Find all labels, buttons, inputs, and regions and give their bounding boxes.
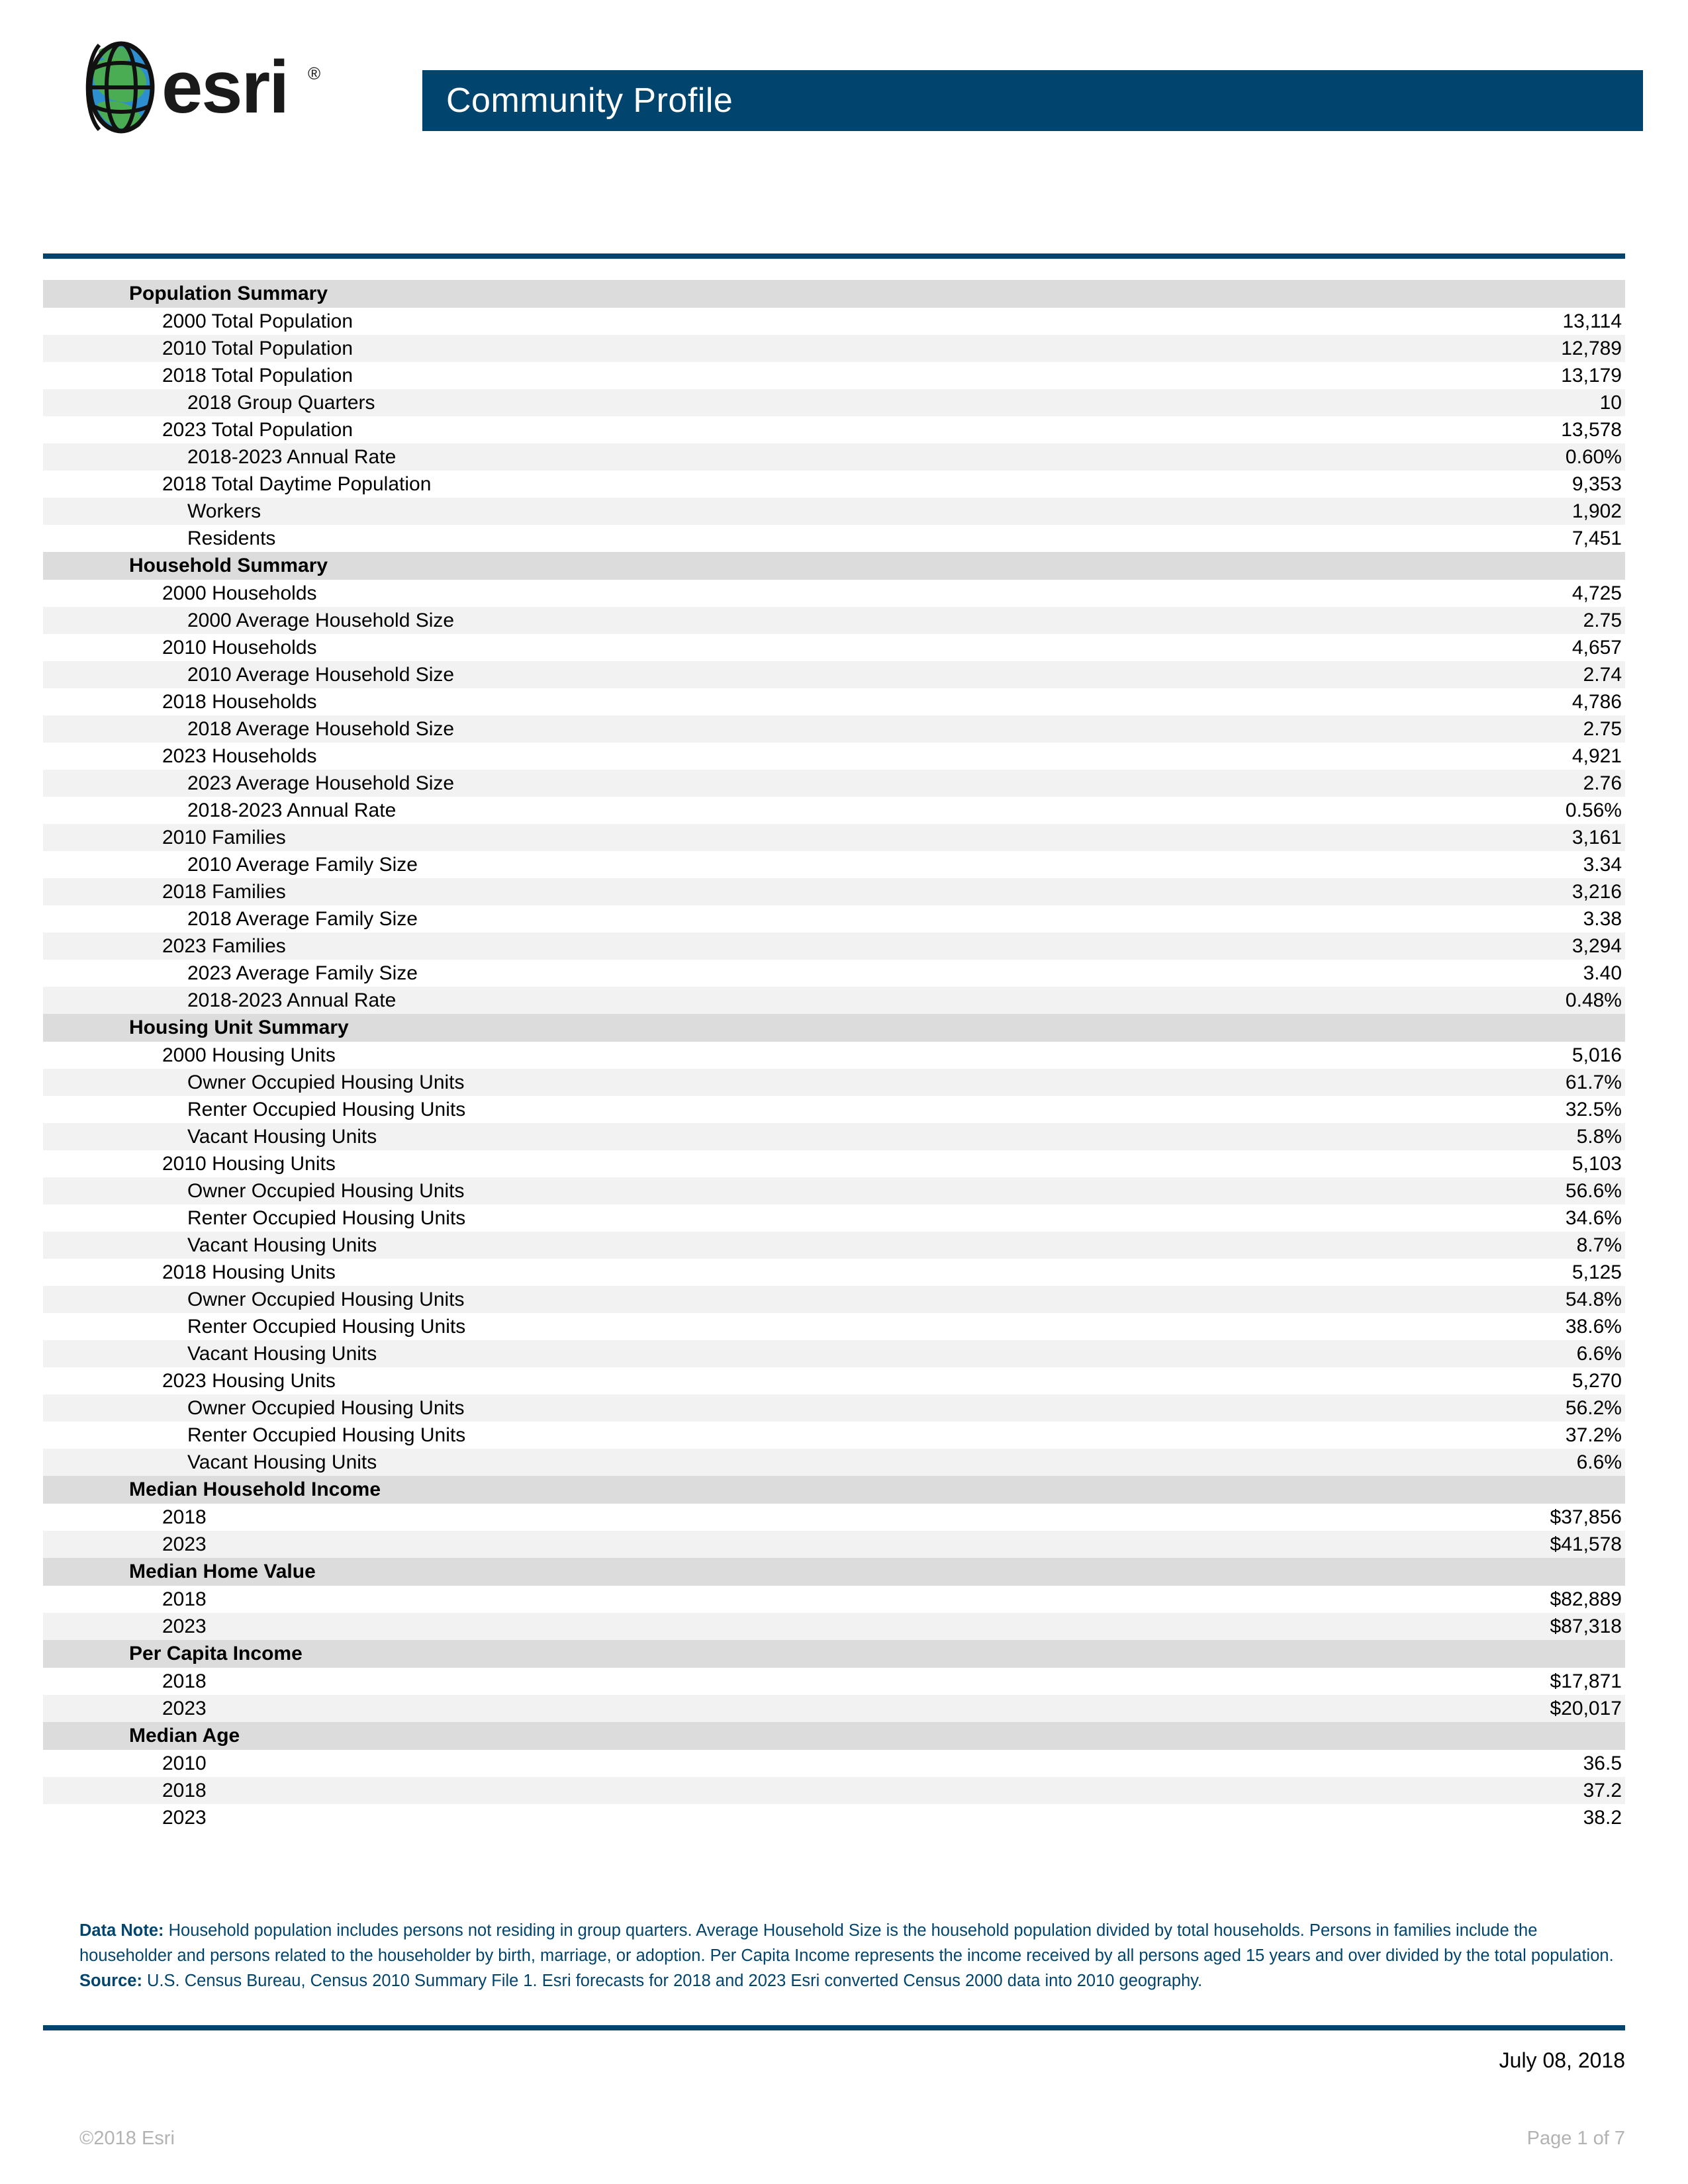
row-value: 38.2 xyxy=(1583,1806,1622,1829)
row-label: Renter Occupied Housing Units xyxy=(187,1424,466,1446)
row-value: 1,902 xyxy=(1571,500,1622,522)
row-label: Owner Occupied Housing Units xyxy=(187,1396,465,1419)
row-value: $41,578 xyxy=(1550,1533,1622,1555)
row-value: 3,216 xyxy=(1571,880,1622,903)
table-row xyxy=(43,1340,1625,1367)
row-value: 2.76 xyxy=(1583,772,1622,794)
row-value: $20,017 xyxy=(1550,1697,1622,1719)
row-label: Renter Occupied Housing Units xyxy=(187,1315,466,1338)
row-label: Renter Occupied Housing Units xyxy=(187,1098,466,1120)
table-row xyxy=(43,1777,1625,1804)
section-header xyxy=(43,1014,1625,1042)
table-row xyxy=(43,1695,1625,1722)
row-value: 5,103 xyxy=(1571,1152,1622,1175)
row-value: 12,789 xyxy=(1561,337,1622,359)
table-row xyxy=(43,1750,1625,1777)
row-value: 3.38 xyxy=(1583,907,1622,930)
table-row xyxy=(43,1449,1625,1476)
row-value: 13,179 xyxy=(1561,364,1622,387)
row-label: 2018 Total Population xyxy=(162,364,353,387)
row-label: 2000 Households xyxy=(162,582,317,604)
row-label: 2023 xyxy=(162,1697,207,1719)
row-value: 5,016 xyxy=(1571,1044,1622,1066)
row-value: 4,657 xyxy=(1571,636,1622,659)
row-label: 2018-2023 Annual Rate xyxy=(187,445,397,468)
row-value: $82,889 xyxy=(1550,1588,1622,1610)
table-row xyxy=(43,1422,1625,1449)
row-value: 38.6% xyxy=(1565,1315,1622,1338)
table-row xyxy=(43,824,1625,851)
row-label: 2018 Total Daytime Population xyxy=(162,473,432,495)
row-value: 0.56% xyxy=(1565,799,1622,821)
source-label: Source: xyxy=(79,1972,142,1990)
row-label: Owner Occupied Housing Units xyxy=(187,1288,465,1310)
table-row xyxy=(43,335,1625,362)
row-value: 4,921 xyxy=(1571,745,1622,767)
row-label: 2023 Families xyxy=(162,934,286,957)
row-value: 37.2 xyxy=(1583,1779,1622,1801)
row-value: 2.75 xyxy=(1583,609,1622,631)
row-label: 2023 xyxy=(162,1806,207,1829)
section-header xyxy=(43,1476,1625,1504)
section-title: Median Household Income xyxy=(129,1479,381,1500)
row-label: 2010 Housing Units xyxy=(162,1152,336,1175)
report-title-banner xyxy=(422,70,1643,131)
table-row xyxy=(43,416,1625,443)
row-label: Vacant Housing Units xyxy=(187,1451,377,1473)
row-value: 3.40 xyxy=(1583,962,1622,984)
row-value: 6.6% xyxy=(1576,1451,1622,1473)
row-label: 2000 Average Household Size xyxy=(187,609,455,631)
row-value: 4,786 xyxy=(1571,690,1622,713)
table-row xyxy=(43,525,1625,552)
table-row xyxy=(43,1531,1625,1558)
row-label: Vacant Housing Units xyxy=(187,1234,377,1256)
report-title: Community Profile xyxy=(446,81,733,120)
copyright-text: ©2018 Esri xyxy=(79,2128,175,2149)
row-label: 2000 Total Population xyxy=(162,310,353,332)
table-row xyxy=(43,1504,1625,1531)
table-row xyxy=(43,1177,1625,1205)
section-header xyxy=(43,1722,1625,1750)
section-header xyxy=(43,552,1625,580)
row-value: 3,294 xyxy=(1571,934,1622,957)
row-label: 2018 xyxy=(162,1588,207,1610)
row-label: 2010 Average Household Size xyxy=(187,663,455,686)
table-row xyxy=(43,987,1625,1014)
row-label: 2023 Households xyxy=(162,745,317,767)
esri-wordmark xyxy=(162,46,320,128)
table-row xyxy=(43,715,1625,743)
row-label: Renter Occupied Housing Units xyxy=(187,1206,466,1229)
row-value: 54.8% xyxy=(1565,1288,1622,1310)
section-title: Per Capita Income xyxy=(129,1643,303,1664)
row-value: 3.34 xyxy=(1583,853,1622,876)
row-label: Owner Occupied Housing Units xyxy=(187,1071,465,1093)
table-row xyxy=(43,743,1625,770)
table-row xyxy=(43,688,1625,715)
table-row xyxy=(43,661,1625,688)
footer-divider-rule xyxy=(43,2025,1625,2030)
table-row xyxy=(43,1804,1625,1831)
row-label: Vacant Housing Units xyxy=(187,1125,377,1148)
table-row xyxy=(43,1394,1625,1422)
table-row xyxy=(43,1042,1625,1069)
row-label: 2018 xyxy=(162,1506,207,1528)
table-row xyxy=(43,1313,1625,1340)
row-label: Owner Occupied Housing Units xyxy=(187,1179,465,1202)
table-row xyxy=(43,1586,1625,1613)
row-label: Workers xyxy=(187,500,261,522)
row-label: 2010 Average Family Size xyxy=(187,853,418,876)
table-row xyxy=(43,878,1625,905)
header-divider-rule xyxy=(43,253,1625,259)
row-label: 2023 Total Population xyxy=(162,418,353,441)
esri-logo xyxy=(79,34,397,140)
row-label: Residents xyxy=(187,527,276,549)
table-row xyxy=(43,1069,1625,1096)
table-row xyxy=(43,1232,1625,1259)
row-label: 2018 Group Quarters xyxy=(187,391,375,414)
svg-text:esri: esri xyxy=(162,46,289,128)
row-value: 13,578 xyxy=(1561,418,1622,441)
row-value: 4,725 xyxy=(1571,582,1622,604)
section-title: Household Summary xyxy=(129,555,328,576)
row-value: 36.5 xyxy=(1583,1752,1622,1774)
row-label: 2010 Households xyxy=(162,636,317,659)
row-value: 3,161 xyxy=(1571,826,1622,848)
row-value: 0.48% xyxy=(1565,989,1622,1011)
row-value: 6.6% xyxy=(1576,1342,1622,1365)
row-label: 2023 Average Family Size xyxy=(187,962,418,984)
section-header xyxy=(43,280,1625,308)
page-header xyxy=(0,0,1688,199)
row-label: 2018-2023 Annual Rate xyxy=(187,799,397,821)
report-date: July 08, 2018 xyxy=(1499,2048,1625,2072)
row-label: 2010 Total Population xyxy=(162,337,353,359)
row-value: $37,856 xyxy=(1550,1506,1622,1528)
row-value: 56.6% xyxy=(1565,1179,1622,1202)
section-title: Housing Unit Summary xyxy=(129,1017,349,1038)
row-value: 13,114 xyxy=(1562,310,1622,332)
page-footer xyxy=(0,2128,1688,2161)
globe-icon xyxy=(88,44,152,131)
table-row xyxy=(43,308,1625,335)
row-value: 34.6% xyxy=(1565,1206,1622,1229)
table-row xyxy=(43,1259,1625,1286)
table-row xyxy=(43,851,1625,878)
row-label: Vacant Housing Units xyxy=(187,1342,377,1365)
section-header xyxy=(43,1640,1625,1668)
row-label: 2018 xyxy=(162,1779,207,1801)
table-row xyxy=(43,362,1625,389)
row-label: 2018 Average Family Size xyxy=(187,907,418,930)
section-title: Population Summary xyxy=(129,283,328,304)
table-row xyxy=(43,1096,1625,1123)
row-label: 2023 xyxy=(162,1615,207,1637)
row-label: 2010 xyxy=(162,1752,207,1774)
row-value: 5,125 xyxy=(1571,1261,1622,1283)
table-row xyxy=(43,1613,1625,1640)
table-row xyxy=(43,1150,1625,1177)
source-text: U.S. Census Bureau, Census 2010 Summary File 1. Esri forecasts for 2018 and 2023 Esri converted Census 2000 data into 2010 geography. xyxy=(142,1972,1203,1990)
section-title: Median Age xyxy=(129,1725,240,1747)
source-note xyxy=(79,1968,1622,1993)
footnotes xyxy=(79,1918,1622,1993)
row-value: 37.2% xyxy=(1565,1424,1622,1446)
section-title: Median Home Value xyxy=(129,1561,316,1582)
row-value: 8.7% xyxy=(1576,1234,1622,1256)
table-row xyxy=(43,1205,1625,1232)
row-value: 2.75 xyxy=(1583,717,1622,740)
table-row xyxy=(43,960,1625,987)
row-label: 2018 Households xyxy=(162,690,317,713)
table-row xyxy=(43,933,1625,960)
table-row xyxy=(43,1668,1625,1695)
row-value: 56.2% xyxy=(1565,1396,1622,1419)
table-row xyxy=(43,770,1625,797)
row-label: 2018-2023 Annual Rate xyxy=(187,989,397,1011)
row-value: 5.8% xyxy=(1576,1125,1622,1148)
row-label: 2023 Housing Units xyxy=(162,1369,336,1392)
row-label: 2023 Average Household Size xyxy=(187,772,455,794)
table-row xyxy=(43,1123,1625,1150)
table-row xyxy=(43,634,1625,661)
table-row xyxy=(43,443,1625,471)
row-value: 61.7% xyxy=(1565,1071,1622,1093)
table-row xyxy=(43,389,1625,416)
data-note xyxy=(79,1918,1622,1968)
row-value: 7,451 xyxy=(1571,527,1622,549)
row-value: $17,871 xyxy=(1550,1670,1622,1692)
row-label: 2000 Housing Units xyxy=(162,1044,336,1066)
table-row xyxy=(43,607,1625,634)
row-label: 2010 Families xyxy=(162,826,286,848)
community-profile-table xyxy=(43,280,1625,1831)
row-value: 2.74 xyxy=(1583,663,1622,686)
row-value: $87,318 xyxy=(1550,1615,1622,1637)
svg-text:®: ® xyxy=(308,64,321,83)
row-value: 5,270 xyxy=(1571,1369,1622,1392)
data-note-label: Data Note: xyxy=(79,1921,164,1940)
table-row xyxy=(43,905,1625,933)
data-note-text: Household population includes persons not residing in group quarters. Average Household Size is the household population divided by total households. Persons in families include the householder and persons related to the householder by birth, marriage, or adoption. Per Capita Income represents the income received by all persons aged 15 years and over divided by the total population. xyxy=(79,1921,1614,1965)
table-row xyxy=(43,471,1625,498)
row-value: 10 xyxy=(1599,391,1622,414)
section-header xyxy=(43,1558,1625,1586)
row-value: 9,353 xyxy=(1571,473,1622,495)
table-row xyxy=(43,1286,1625,1313)
row-label: 2018 Average Household Size xyxy=(187,717,455,740)
row-label: 2018 Housing Units xyxy=(162,1261,336,1283)
row-label: 2018 xyxy=(162,1670,207,1692)
table-row xyxy=(43,1367,1625,1394)
page-number: Page 1 of 7 xyxy=(1526,2128,1625,2149)
row-value: 0.60% xyxy=(1565,445,1622,468)
table-row xyxy=(43,498,1625,525)
row-label: 2018 Families xyxy=(162,880,286,903)
row-label: 2023 xyxy=(162,1533,207,1555)
row-value: 32.5% xyxy=(1565,1098,1622,1120)
table-row xyxy=(43,580,1625,607)
table-row xyxy=(43,797,1625,824)
